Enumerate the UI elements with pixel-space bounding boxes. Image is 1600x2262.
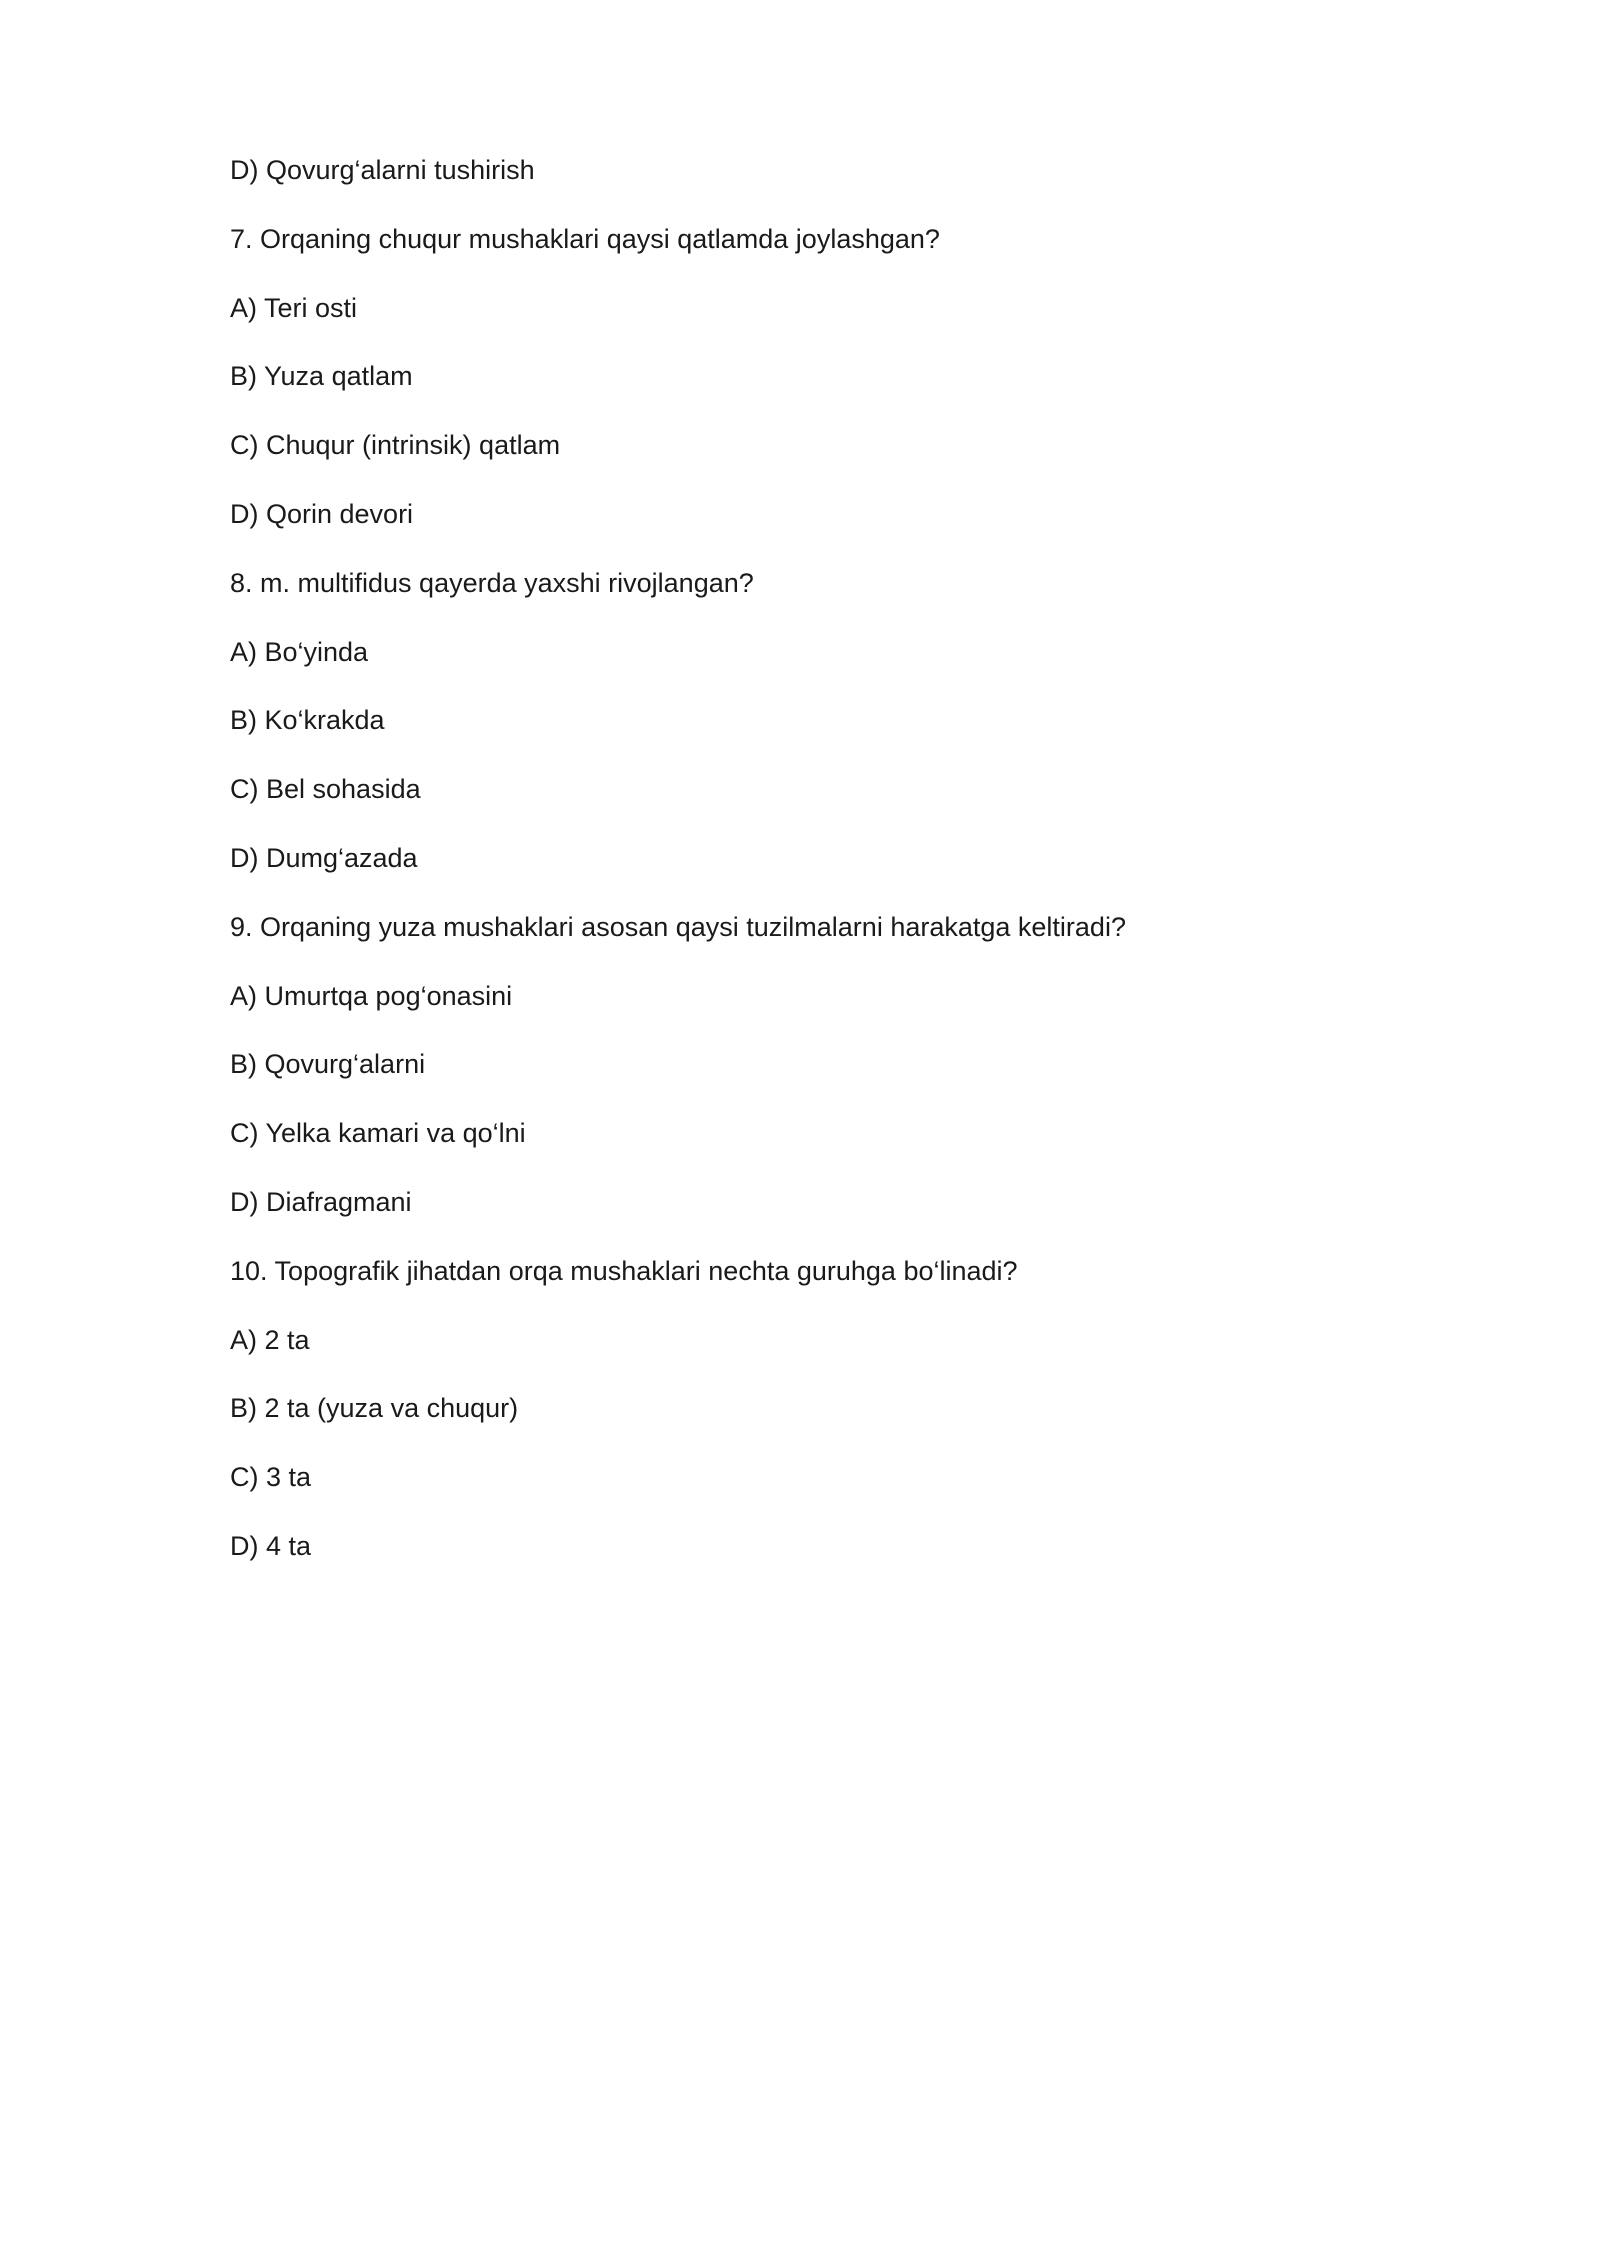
- option-line: D) Qorin devori: [230, 498, 414, 529]
- option-line: C) Yelka kamari va qo‘lni: [230, 1118, 526, 1149]
- option-line: C) Chuqur (intrinsik) qatlam: [230, 430, 561, 461]
- option-line: B) 2 ta (yuza va chuqur): [230, 1393, 519, 1424]
- option-line: A) Umurtqa pog‘onasini: [230, 980, 513, 1011]
- option-line: B) Ko‘krakda: [230, 705, 385, 736]
- option-line: A) Teri osti: [230, 292, 358, 323]
- option-line: C) Bel sohasida: [230, 774, 421, 805]
- option-line: A) Bo‘yinda: [230, 636, 369, 667]
- option-line: D) Qovurg‘alarni tushirish: [230, 155, 535, 185]
- option-line: D) 4 ta: [230, 1530, 312, 1561]
- question-line: 10. Topografik jihatdan orqa mushaklari nechta guruhga bo‘linadi?: [230, 1255, 1018, 1286]
- question-line: 9. Orqaning yuza mushaklari asosan qaysi tuzilmalarni harakatga keltiradi?: [230, 911, 1126, 942]
- option-line: D) Dumg‘azada: [230, 842, 418, 873]
- question-list: [230, 150, 1410, 1595]
- question-line: 7. Orqaning chuqur mushaklari qaysi qatlamda joylashgan?: [230, 223, 940, 254]
- question-line: 8. m. multifidus qayerda yaxshi rivojlangan?: [230, 567, 754, 598]
- option-line: C) 3 ta: [230, 1462, 312, 1493]
- option-line: D) Diafragmani: [230, 1186, 412, 1217]
- option-line: B) Qovurg‘alarni: [230, 1049, 426, 1080]
- option-line: B) Yuza qatlam: [230, 361, 413, 392]
- option-line: A) 2 ta: [230, 1324, 310, 1355]
